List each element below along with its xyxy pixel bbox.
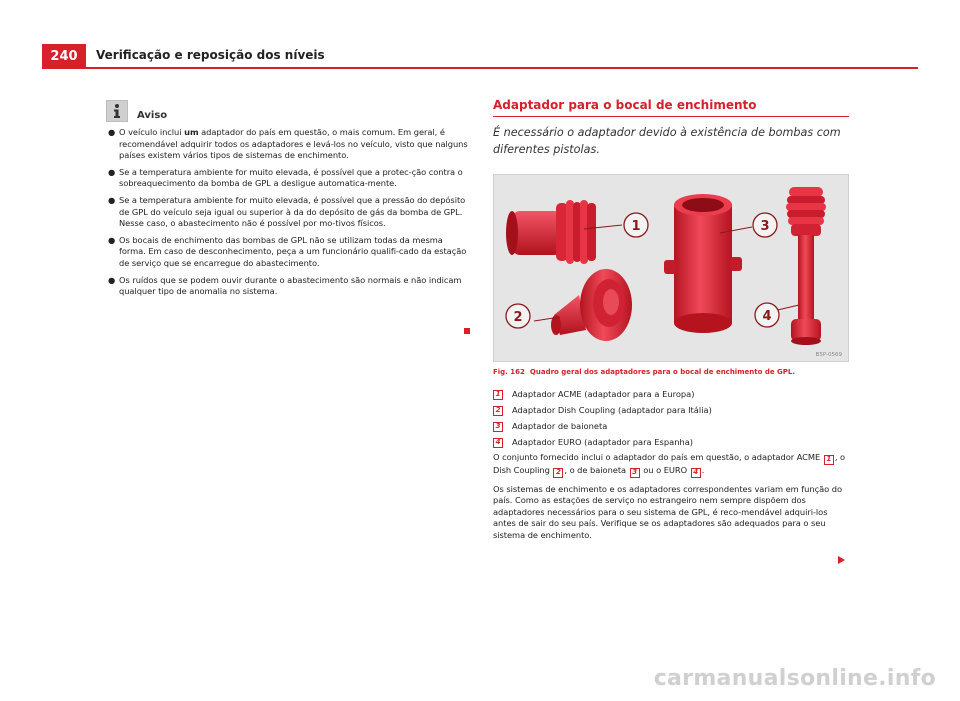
para-text: , o Dish Coupling — [493, 452, 846, 475]
aviso-bullet — [108, 275, 468, 298]
item-text: Adaptador EURO (adaptador para Espanha) — [512, 437, 694, 447]
adapter-bayonet-icon — [664, 194, 742, 333]
section-title: Adaptador para o bocal de enchimento — [493, 98, 757, 112]
bullet-text: Se a temperatura ambiente for muito elevada, é possível que a protec-ção contra o sobreaquecimento da bomba de GPL a desligue automatica-mente. — [119, 166, 463, 189]
adapter-illustration — [494, 175, 848, 361]
info-icon — [106, 100, 128, 122]
bullet-text: adaptador do país em questão, o mais comum. Em geral, é recomendável adquirir todos os adaptadores e levá-los no veículo, visto que nalguns países existem vários tipos de sistemas de enchimento. — [119, 127, 468, 161]
para-text: O conjunto fornecido inclui o adaptador do país em questão, o adaptador ACME — [493, 452, 823, 462]
svg-text:1: 1 — [631, 219, 641, 234]
continue-arrow-icon — [838, 556, 845, 564]
bullet-bold: um — [184, 127, 199, 137]
list-item — [493, 388, 849, 401]
item-number: 4 — [493, 438, 503, 448]
section-subtitle: É necessário o adaptador devido à existência de bombas com diferentes pistolas. — [493, 126, 841, 156]
bullet-dot: ● — [108, 274, 116, 285]
adapter-section — [493, 98, 849, 542]
watermark: carmanualsonline.info — [653, 666, 936, 691]
paragraph-supplied-set — [493, 452, 849, 478]
bullet-text: Se a temperatura ambiente for muito elevada, é possível que a pressão do depósito de GPL do veículo seja igual ou superior à da do depósito de gás da bomba de GPL. Nesse caso, o abastecimento não é possível por mo-tivos físicos. — [119, 194, 466, 229]
callout-3 — [753, 213, 777, 237]
aviso-header — [106, 98, 468, 122]
aviso-bullet — [108, 195, 468, 230]
item-number: 1 — [493, 390, 503, 400]
inline-number: 1 — [824, 455, 834, 465]
aviso-note — [108, 98, 468, 303]
bullet-text: Os bocais de enchimento das bombas de GPL não se utilizam todas da mesma forma. Em caso de desconhecimento, peça a um funcionário qualifi-cado da estação de serviço que se encarregue do abastecimento. — [119, 234, 467, 268]
aviso-bullet — [108, 235, 468, 270]
adapter-figure — [493, 174, 849, 362]
adapter-acme-icon — [506, 200, 596, 264]
header-rule — [42, 67, 918, 69]
callout-2 — [506, 304, 530, 328]
svg-text:4: 4 — [762, 309, 772, 324]
inline-number: 3 — [630, 468, 640, 478]
page-number: 240 — [42, 44, 86, 68]
inline-number: 4 — [691, 468, 701, 478]
bullet-text: Os ruídos que se podem ouvir durante o abastecimento são normais e não indicam qualquer tipo de anomalia no sistema. — [119, 274, 462, 297]
bullet-dot: ● — [108, 194, 116, 205]
callout-4 — [755, 303, 779, 327]
aviso-bullet — [108, 127, 468, 162]
bullet-dot: ● — [108, 127, 116, 137]
aviso-bullet — [108, 167, 468, 190]
section-rule — [493, 116, 849, 117]
bullet-text: O veículo inclui — [119, 127, 185, 137]
para-text: ou o EURO — [640, 464, 690, 475]
section-end-marker — [464, 328, 470, 334]
list-item — [493, 436, 849, 449]
callout-1 — [624, 213, 648, 237]
list-item — [493, 420, 849, 433]
inline-number: 2 — [553, 468, 563, 478]
svg-text:2: 2 — [513, 310, 523, 325]
adapter-legend — [493, 388, 849, 449]
item-number: 2 — [493, 406, 503, 416]
item-text: Adaptador ACME (adaptador para a Europa) — [512, 389, 695, 399]
figure-code: B5P-0569 — [815, 352, 842, 358]
para-text: , o de baioneta — [564, 464, 629, 475]
item-text: Adaptador de baioneta — [512, 421, 608, 431]
para-text: . — [701, 464, 705, 475]
bullet-dot: ● — [108, 234, 116, 245]
svg-text:3: 3 — [760, 219, 770, 234]
page-header-title: Verificação e reposição dos níveis — [96, 48, 325, 62]
figure-caption — [493, 367, 849, 377]
item-text: Adaptador Dish Coupling (adaptador para Itália) — [512, 405, 712, 415]
adapter-dish-coupling-icon — [551, 269, 632, 341]
caption-text: Quadro geral dos adaptadores para o bocal de enchimento de GPL. — [529, 368, 796, 376]
caption-label: Fig. 162 — [493, 368, 525, 376]
paragraph-systems: Os sistemas de enchimento e os adaptadores correspondentes variam em função do país. Como as estações de serviço no estrangeiro nem sempre dispõem dos adaptadores necessários para o seu sistema de GPL, é reco-mendável adquiri-los antes de sair do seu país. Verifique se os adaptadores são adequados para o seu sistema de enchimento. — [493, 483, 842, 540]
adapter-euro-icon — [786, 187, 826, 345]
bullet-dot: ● — [108, 166, 116, 177]
list-item — [493, 404, 849, 417]
item-number: 3 — [493, 422, 503, 432]
aviso-label: Aviso — [137, 110, 168, 121]
